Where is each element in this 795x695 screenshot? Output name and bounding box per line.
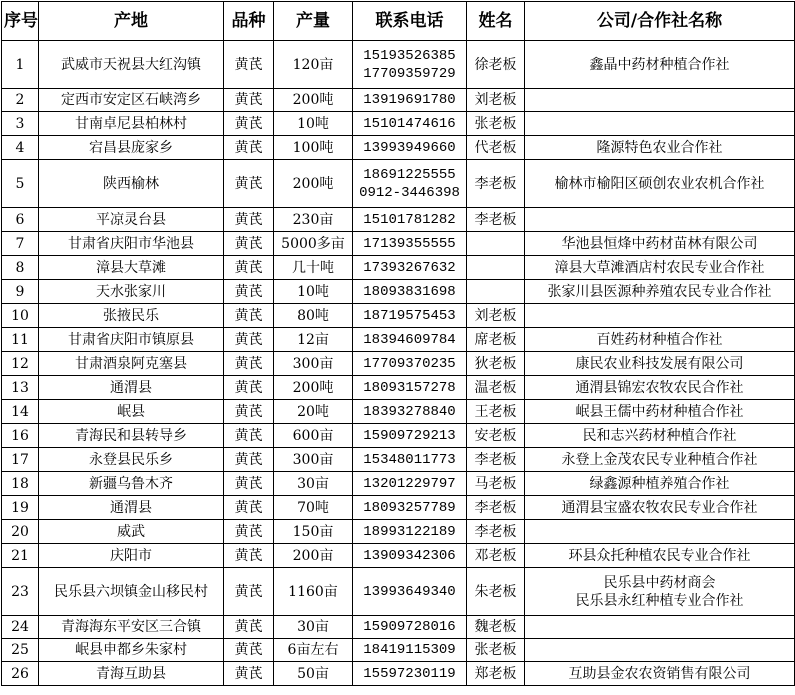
cell-variety[interactable]: 黄芪 bbox=[224, 400, 274, 424]
company-name: 互助县金农农资销售有限公司 bbox=[568, 665, 751, 682]
table-row bbox=[2, 568, 795, 616]
phone-number: 13909342306 bbox=[363, 547, 456, 564]
cell-output[interactable]: 几十吨 bbox=[274, 256, 353, 280]
cell-variety[interactable]: 黄芪 bbox=[224, 616, 274, 639]
phone-number: 13201229797 bbox=[363, 475, 456, 492]
cell-output[interactable]: 200吨 bbox=[274, 376, 353, 400]
company-name: 绿鑫源种植养殖合作社 bbox=[589, 475, 730, 492]
cell-origin[interactable]: 青海民和县转导乡 bbox=[39, 424, 224, 448]
cell-contact-name[interactable]: 李老板 bbox=[467, 448, 525, 472]
cell-index[interactable]: 14 bbox=[2, 400, 39, 424]
table-row bbox=[2, 280, 795, 304]
cell-company[interactable] bbox=[525, 280, 795, 304]
phone-number: 18719575453 bbox=[363, 307, 456, 324]
cell-index[interactable]: 23 bbox=[2, 568, 39, 616]
header-row bbox=[2, 2, 795, 41]
cell-company[interactable] bbox=[525, 256, 795, 280]
cell-company[interactable] bbox=[525, 639, 795, 662]
table-row bbox=[2, 89, 795, 112]
table-row bbox=[2, 616, 795, 639]
cell-index[interactable]: 21 bbox=[2, 544, 39, 568]
cell-phone[interactable] bbox=[353, 448, 467, 472]
cell-origin[interactable]: 威武 bbox=[39, 520, 224, 544]
cell-origin[interactable]: 青海互助县 bbox=[39, 662, 224, 686]
cell-contact-name[interactable]: 魏老板 bbox=[467, 616, 525, 639]
table-row bbox=[2, 112, 795, 136]
cell-origin[interactable]: 武威市天祝县大红沟镇 bbox=[39, 41, 224, 89]
cell-variety[interactable]: 黄芪 bbox=[224, 568, 274, 616]
cell-index[interactable]: 8 bbox=[2, 256, 39, 280]
phone-number: 15909729213 bbox=[363, 427, 456, 444]
cell-output[interactable]: 5000多亩 bbox=[274, 232, 353, 256]
cell-output[interactable]: 150亩 bbox=[274, 520, 353, 544]
table-row bbox=[2, 136, 795, 160]
cell-origin[interactable]: 新疆乌鲁木齐 bbox=[39, 472, 224, 496]
company-name: 隆源特色农业合作社 bbox=[596, 139, 723, 156]
phone-number: 17709370235 bbox=[363, 355, 456, 372]
cell-index[interactable]: 19 bbox=[2, 496, 39, 520]
company-name: 岷县王儒中药材种植合作社 bbox=[575, 403, 744, 420]
cell-origin[interactable]: 甘南卓尼县柏林村 bbox=[39, 112, 224, 136]
cell-contact-name[interactable]: 郑老板 bbox=[467, 662, 525, 686]
cell-variety[interactable]: 黄芪 bbox=[224, 208, 274, 232]
cell-index[interactable]: 20 bbox=[2, 520, 39, 544]
cell-output[interactable]: 30亩 bbox=[274, 472, 353, 496]
cell-phone[interactable] bbox=[353, 662, 467, 686]
cell-contact-name[interactable]: 张老板 bbox=[467, 112, 525, 136]
phone-number: 18093831698 bbox=[363, 283, 456, 300]
cell-origin[interactable]: 甘肃酒泉阿克塞县 bbox=[39, 352, 224, 376]
cell-variety[interactable]: 黄芪 bbox=[224, 256, 274, 280]
cell-company[interactable] bbox=[525, 568, 795, 616]
phone-number: 15348011773 bbox=[363, 451, 456, 468]
company-name: 通渭县锦宏农牧农民合作社 bbox=[575, 379, 744, 396]
cell-phone[interactable] bbox=[353, 112, 467, 136]
cell-variety[interactable]: 黄芪 bbox=[224, 280, 274, 304]
company-name: 张家川县医源种养殖农民专业合作社 bbox=[547, 283, 772, 300]
cell-index[interactable]: 9 bbox=[2, 280, 39, 304]
cell-company[interactable] bbox=[525, 496, 795, 520]
supplier-table bbox=[1, 1, 795, 686]
cell-origin[interactable]: 宕昌县庞家乡 bbox=[39, 136, 224, 160]
cell-company[interactable] bbox=[525, 112, 795, 136]
cell-contact-name[interactable]: 狄老板 bbox=[467, 352, 525, 376]
table-row bbox=[2, 256, 795, 280]
cell-company[interactable] bbox=[525, 520, 795, 544]
cell-output[interactable]: 300亩 bbox=[274, 448, 353, 472]
cell-variety[interactable]: 黄芪 bbox=[224, 472, 274, 496]
cell-variety[interactable]: 黄芪 bbox=[224, 160, 274, 208]
phone-number: 18093157278 bbox=[363, 379, 456, 396]
cell-phone[interactable] bbox=[353, 424, 467, 448]
phone-number: 18419115309 bbox=[363, 642, 456, 658]
cell-company[interactable] bbox=[525, 400, 795, 424]
phone-number: 15101781282 bbox=[363, 211, 456, 228]
cell-origin[interactable]: 通渭县 bbox=[39, 376, 224, 400]
company-name: 民乐县永红种植专业合作社 bbox=[575, 592, 744, 609]
cell-output[interactable]: 6亩左右 bbox=[274, 639, 353, 662]
header-cell-output[interactable]: 产量 bbox=[274, 2, 353, 41]
cell-phone[interactable] bbox=[353, 41, 467, 89]
cell-index[interactable]: 6 bbox=[2, 208, 39, 232]
cell-phone[interactable] bbox=[353, 639, 467, 662]
cell-index[interactable]: 4 bbox=[2, 136, 39, 160]
cell-variety[interactable]: 黄芪 bbox=[224, 376, 274, 400]
cell-origin[interactable]: 庆阳市 bbox=[39, 544, 224, 568]
cell-index[interactable]: 17 bbox=[2, 448, 39, 472]
cell-phone[interactable] bbox=[353, 280, 467, 304]
company-name: 民乐县中药材商会 bbox=[603, 574, 716, 591]
cell-contact-name[interactable] bbox=[467, 232, 525, 256]
cell-contact-name[interactable] bbox=[467, 280, 525, 304]
phone-number: 18393278840 bbox=[363, 403, 456, 420]
cell-variety[interactable]: 黄芪 bbox=[224, 448, 274, 472]
header-cell-name[interactable]: 姓名 bbox=[467, 2, 525, 41]
company-name: 百姓药材种植合作社 bbox=[596, 331, 723, 348]
cell-index[interactable]: 25 bbox=[2, 639, 39, 662]
cell-output[interactable]: 600亩 bbox=[274, 424, 353, 448]
cell-contact-name[interactable]: 李老板 bbox=[467, 496, 525, 520]
cell-variety[interactable]: 黄芪 bbox=[224, 136, 274, 160]
cell-index[interactable]: 5 bbox=[2, 160, 39, 208]
cell-contact-name[interactable]: 温老板 bbox=[467, 376, 525, 400]
cell-output[interactable]: 100吨 bbox=[274, 136, 353, 160]
table-row bbox=[2, 544, 795, 568]
cell-variety[interactable]: 黄芪 bbox=[224, 112, 274, 136]
table-row bbox=[2, 41, 795, 89]
cell-company[interactable] bbox=[525, 89, 795, 112]
cell-origin[interactable]: 岷县 bbox=[39, 400, 224, 424]
header-cell-index[interactable]: 序号 bbox=[2, 2, 39, 41]
phone-number: 15193526385 bbox=[363, 47, 456, 64]
company-name: 民和志兴药材种植合作社 bbox=[582, 427, 737, 444]
cell-contact-name[interactable]: 刘老板 bbox=[467, 304, 525, 328]
cell-contact-name[interactable]: 李老板 bbox=[467, 520, 525, 544]
cell-output[interactable]: 1160亩 bbox=[274, 568, 353, 616]
cell-index[interactable]: 1 bbox=[2, 41, 39, 89]
cell-contact-name[interactable]: 朱老板 bbox=[467, 568, 525, 616]
header-cell-phone[interactable]: 联系电话 bbox=[353, 2, 467, 41]
cell-origin[interactable]: 甘肃省庆阳市华池县 bbox=[39, 232, 224, 256]
cell-phone[interactable] bbox=[353, 136, 467, 160]
cell-output[interactable]: 200吨 bbox=[274, 89, 353, 112]
cell-company[interactable] bbox=[525, 616, 795, 639]
table-row bbox=[2, 328, 795, 352]
cell-variety[interactable]: 黄芪 bbox=[224, 304, 274, 328]
cell-phone[interactable] bbox=[353, 400, 467, 424]
cell-variety[interactable]: 黄芪 bbox=[224, 41, 274, 89]
cell-index[interactable]: 10 bbox=[2, 304, 39, 328]
cell-company[interactable] bbox=[525, 41, 795, 89]
cell-origin[interactable]: 岷县申都乡朱家村 bbox=[39, 639, 224, 662]
company-name: 康民农业科技发展有限公司 bbox=[575, 355, 744, 372]
cell-origin[interactable]: 民乐县六坝镇金山移民村 bbox=[39, 568, 224, 616]
cell-index[interactable]: 24 bbox=[2, 616, 39, 639]
cell-index[interactable]: 18 bbox=[2, 472, 39, 496]
table-row bbox=[2, 304, 795, 328]
phone-number: 13993649340 bbox=[363, 583, 456, 600]
cell-phone[interactable] bbox=[353, 496, 467, 520]
cell-index[interactable]: 7 bbox=[2, 232, 39, 256]
phone-number: 17393267632 bbox=[363, 259, 456, 276]
table-row bbox=[2, 160, 795, 208]
company-name: 华池县恒烽中药材苗林有限公司 bbox=[561, 235, 758, 252]
cell-variety[interactable]: 黄芪 bbox=[224, 89, 274, 112]
cell-origin[interactable]: 平凉灵台县 bbox=[39, 208, 224, 232]
table-row bbox=[2, 662, 795, 686]
cell-phone[interactable] bbox=[353, 616, 467, 639]
cell-variety[interactable]: 黄芪 bbox=[224, 232, 274, 256]
cell-variety[interactable]: 黄芪 bbox=[224, 352, 274, 376]
company-name: 通渭县宝盛农牧农民专业合作社 bbox=[561, 499, 758, 516]
company-name: 鑫晶中药材种植合作社 bbox=[589, 56, 730, 73]
cell-origin[interactable]: 青海海东平安区三合镇 bbox=[39, 616, 224, 639]
cell-company[interactable] bbox=[525, 136, 795, 160]
cell-output[interactable]: 120亩 bbox=[274, 41, 353, 89]
cell-contact-name[interactable] bbox=[467, 256, 525, 280]
cell-contact-name[interactable]: 代老板 bbox=[467, 136, 525, 160]
cell-phone[interactable] bbox=[353, 89, 467, 112]
cell-output[interactable]: 230亩 bbox=[274, 208, 353, 232]
cell-phone[interactable] bbox=[353, 328, 467, 352]
cell-variety[interactable]: 黄芪 bbox=[224, 639, 274, 662]
table-body bbox=[2, 41, 795, 686]
cell-contact-name[interactable]: 徐老板 bbox=[467, 41, 525, 89]
cell-phone[interactable] bbox=[353, 232, 467, 256]
header-cell-company[interactable]: 公司/合作社名称 bbox=[525, 2, 795, 41]
cell-output[interactable]: 10吨 bbox=[274, 280, 353, 304]
cell-index[interactable]: 2 bbox=[2, 89, 39, 112]
cell-output[interactable]: 20吨 bbox=[274, 400, 353, 424]
cell-contact-name[interactable]: 李老板 bbox=[467, 160, 525, 208]
cell-index[interactable]: 26 bbox=[2, 662, 39, 686]
company-name: 永登上金茂农民专业种植合作社 bbox=[561, 451, 758, 468]
table-row bbox=[2, 232, 795, 256]
phone-number: 18993122189 bbox=[363, 523, 456, 540]
cell-contact-name[interactable]: 马老板 bbox=[467, 472, 525, 496]
cell-contact-name[interactable]: 李老板 bbox=[467, 208, 525, 232]
cell-origin[interactable]: 陕西榆林 bbox=[39, 160, 224, 208]
cell-origin[interactable]: 张掖民乐 bbox=[39, 304, 224, 328]
table-row bbox=[2, 472, 795, 496]
phone-number: 17709359729 bbox=[363, 65, 456, 82]
cell-index[interactable]: 3 bbox=[2, 112, 39, 136]
cell-output[interactable]: 30亩 bbox=[274, 616, 353, 639]
phone-number: 13919691780 bbox=[363, 92, 456, 108]
cell-variety[interactable]: 黄芪 bbox=[224, 662, 274, 686]
cell-variety[interactable]: 黄芪 bbox=[224, 424, 274, 448]
phone-number: 15101474616 bbox=[363, 115, 456, 132]
phone-number: 18691225555 bbox=[363, 166, 456, 183]
cell-company[interactable] bbox=[525, 448, 795, 472]
cell-company[interactable] bbox=[525, 352, 795, 376]
cell-contact-name[interactable]: 王老板 bbox=[467, 400, 525, 424]
cell-output[interactable]: 50亩 bbox=[274, 662, 353, 686]
cell-phone[interactable] bbox=[353, 352, 467, 376]
phone-number: 18093257789 bbox=[363, 499, 456, 516]
cell-company[interactable] bbox=[525, 208, 795, 232]
cell-contact-name[interactable]: 邓老板 bbox=[467, 544, 525, 568]
cell-phone[interactable] bbox=[353, 304, 467, 328]
cell-variety[interactable]: 黄芪 bbox=[224, 328, 274, 352]
phone-number: 0912-3446398 bbox=[359, 184, 460, 201]
cell-origin[interactable]: 永登县民乐乡 bbox=[39, 448, 224, 472]
cell-company[interactable] bbox=[525, 376, 795, 400]
table-row bbox=[2, 520, 795, 544]
cell-output[interactable]: 80吨 bbox=[274, 304, 353, 328]
cell-company[interactable] bbox=[525, 160, 795, 208]
cell-index[interactable]: 13 bbox=[2, 376, 39, 400]
table-row bbox=[2, 496, 795, 520]
cell-phone[interactable] bbox=[353, 568, 467, 616]
cell-output[interactable]: 200亩 bbox=[274, 544, 353, 568]
company-name: 环县众托种植农民专业合作社 bbox=[568, 547, 751, 564]
phone-number: 17139355555 bbox=[363, 235, 456, 252]
cell-phone[interactable] bbox=[353, 520, 467, 544]
table-row bbox=[2, 400, 795, 424]
cell-origin[interactable]: 漳县大草滩 bbox=[39, 256, 224, 280]
cell-origin[interactable]: 定西市安定区石峡湾乡 bbox=[39, 89, 224, 112]
cell-phone[interactable] bbox=[353, 160, 467, 208]
cell-company[interactable] bbox=[525, 304, 795, 328]
cell-company[interactable] bbox=[525, 544, 795, 568]
company-name: 漳县大草滩酒店村农民专业合作社 bbox=[554, 259, 765, 276]
cell-contact-name[interactable]: 安老板 bbox=[467, 424, 525, 448]
phone-number: 13993949660 bbox=[363, 139, 456, 156]
phone-number: 15909728016 bbox=[363, 619, 456, 635]
table-row bbox=[2, 424, 795, 448]
cell-output[interactable]: 70吨 bbox=[274, 496, 353, 520]
cell-variety[interactable]: 黄芪 bbox=[224, 544, 274, 568]
phone-number: 15597230119 bbox=[363, 665, 456, 682]
cell-company[interactable] bbox=[525, 232, 795, 256]
table-row bbox=[2, 352, 795, 376]
cell-contact-name[interactable]: 张老板 bbox=[467, 639, 525, 662]
cell-phone[interactable] bbox=[353, 256, 467, 280]
cell-phone[interactable] bbox=[353, 472, 467, 496]
cell-output[interactable]: 300亩 bbox=[274, 352, 353, 376]
cell-output[interactable]: 200吨 bbox=[274, 160, 353, 208]
cell-company[interactable] bbox=[525, 424, 795, 448]
table-row bbox=[2, 448, 795, 472]
cell-contact-name[interactable]: 刘老板 bbox=[467, 89, 525, 112]
cell-company[interactable] bbox=[525, 472, 795, 496]
company-name: 榆林市榆阳区硕创农业农机合作社 bbox=[554, 175, 765, 192]
cell-origin[interactable]: 通渭县 bbox=[39, 496, 224, 520]
cell-output[interactable]: 10吨 bbox=[274, 112, 353, 136]
cell-index[interactable]: 16 bbox=[2, 424, 39, 448]
cell-contact-name[interactable]: 席老板 bbox=[467, 328, 525, 352]
cell-variety[interactable]: 黄芪 bbox=[224, 520, 274, 544]
cell-index[interactable]: 12 bbox=[2, 352, 39, 376]
cell-phone[interactable] bbox=[353, 544, 467, 568]
cell-index[interactable]: 11 bbox=[2, 328, 39, 352]
header-cell-variety[interactable]: 品种 bbox=[224, 2, 274, 41]
cell-phone[interactable] bbox=[353, 376, 467, 400]
cell-origin[interactable]: 甘肃省庆阳市镇原县 bbox=[39, 328, 224, 352]
table-row bbox=[2, 208, 795, 232]
table-row bbox=[2, 639, 795, 662]
table-row bbox=[2, 376, 795, 400]
header-cell-origin[interactable]: 产地 bbox=[39, 2, 224, 41]
cell-origin[interactable]: 天水张家川 bbox=[39, 280, 224, 304]
cell-company[interactable] bbox=[525, 662, 795, 686]
cell-output[interactable]: 12亩 bbox=[274, 328, 353, 352]
cell-phone[interactable] bbox=[353, 208, 467, 232]
cell-company[interactable] bbox=[525, 328, 795, 352]
cell-variety[interactable]: 黄芪 bbox=[224, 496, 274, 520]
phone-number: 18394609784 bbox=[363, 331, 456, 348]
